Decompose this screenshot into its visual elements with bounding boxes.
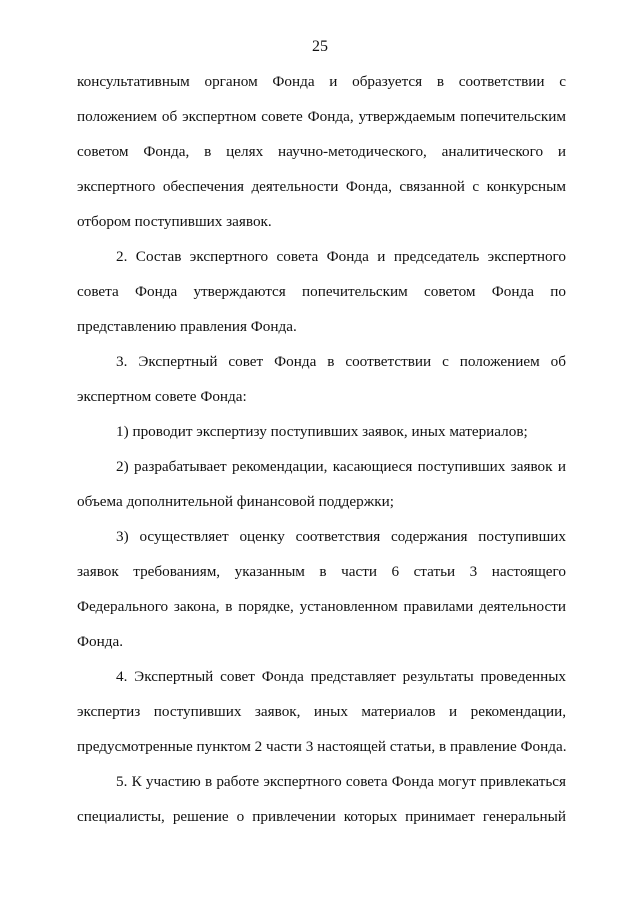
text-line: совета Фонда утверждаются попечительским советом Фонда по (77, 283, 566, 300)
text-line: представлению правления Фонда. (77, 318, 297, 335)
text-line: 4. Экспертный совет Фонда представляет результаты проведенных (116, 668, 566, 685)
text-line: советом Фонда, в целях научно-методического, аналитического и (77, 143, 566, 160)
text-line: 3) осуществляет оценку соответствия содержания поступивших (116, 528, 566, 545)
text-line: экспертного обеспечения деятельности Фонда, связанной с конкурсным (77, 178, 566, 195)
text-line: Федерального закона, в порядке, установленном правилами деятельности (77, 598, 566, 615)
text-line: объема дополнительной финансовой поддержки; (77, 493, 394, 510)
page-number: 25 (312, 38, 328, 55)
text-line: 2. Состав экспертного совета Фонда и председатель экспертного (116, 248, 566, 265)
text-line: 2) разрабатывает рекомендации, касающиеся поступивших заявок и (116, 458, 566, 475)
text-line: консультативным органом Фонда и образуется в соответствии с (77, 73, 566, 90)
text-line: специалисты, решение о привлечении которых принимает генеральный (77, 808, 566, 825)
text-line: предусмотренные пунктом 2 части 3 настоящей статьи, в правление Фонда. (77, 738, 567, 755)
text-line: экспертиз поступивших заявок, иных материалов и рекомендации, (77, 703, 566, 720)
text-line: 3. Экспертный совет Фонда в соответствии с положением об (116, 353, 566, 370)
text-line: 1) проводит экспертизу поступивших заявок, иных материалов; (116, 423, 528, 440)
text-line: положением об экспертном совете Фонда, утверждаемым попечительским (77, 108, 566, 125)
text-line: 5. К участию в работе экспертного совета Фонда могут привлекаться (116, 773, 566, 790)
text-line: заявок требованиям, указанным в части 6 статьи 3 настоящего (77, 563, 566, 580)
text-line: экспертном совете Фонда: (77, 388, 247, 405)
text-line: отбором поступивших заявок. (77, 213, 272, 230)
text-line: Фонда. (77, 633, 123, 650)
